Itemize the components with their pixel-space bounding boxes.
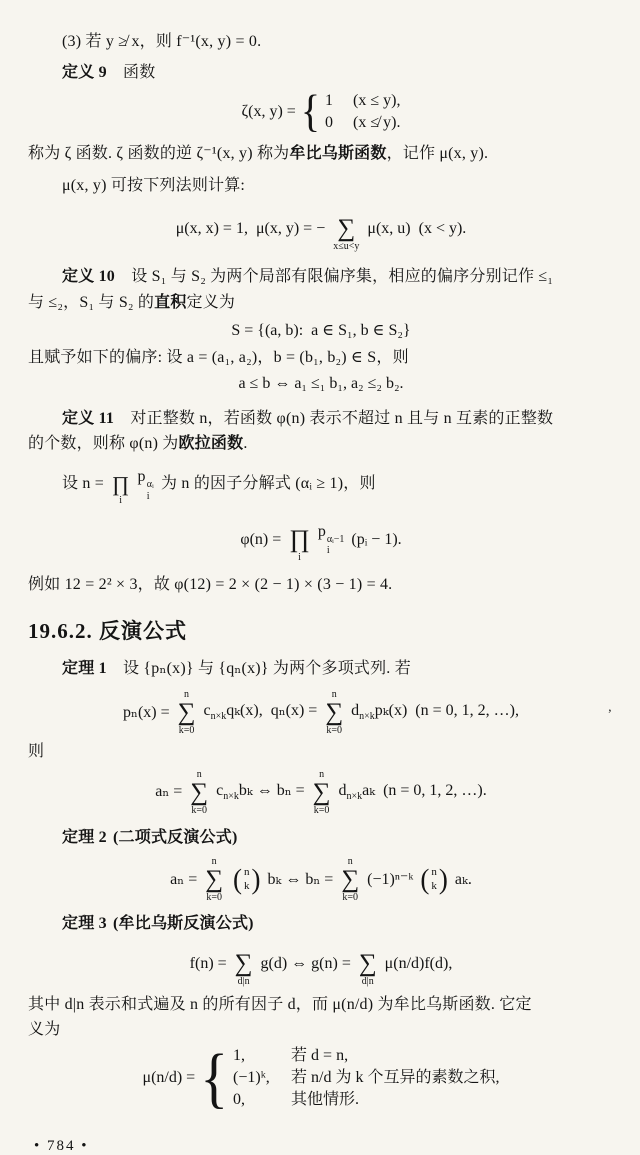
pi-product-icon: ∏ <box>112 471 130 496</box>
mu-cases-lhs: μ(n/d) = <box>142 1069 196 1087</box>
mu-case-2-value: (−1)ᵏ, <box>233 1069 270 1087</box>
mobius-function-term: 牟比乌斯函数 <box>289 145 387 163</box>
product-operator <box>112 463 130 506</box>
sum-operator <box>341 856 359 903</box>
binomial-coefficient <box>233 863 261 895</box>
sum-lower-limit: x≤u<y <box>333 241 360 253</box>
section-number: 19.6.2. <box>28 619 93 644</box>
mu-case-2-condition: 若 n/d 为 k 个互异的素数之积, <box>291 1069 500 1087</box>
t3-lhs: f(n) = <box>189 954 227 972</box>
right-paren: ) <box>251 863 261 895</box>
theorem-2-subtitle: (二项式反演公式) <box>113 828 238 846</box>
t2-mid: bₖ ⇔ bₙ = <box>267 871 334 888</box>
zeta-case-2-condition: (x ≰ y). <box>353 113 401 131</box>
factorization-line <box>28 463 614 506</box>
scan-artifact-mark: ’ <box>607 706 612 721</box>
theorem-1-line <box>28 658 614 680</box>
definition-10-text-2-pre: 与 ≤₂，S₁ 与 S₂ 的 <box>28 293 155 311</box>
formula-partial-order <box>28 374 614 393</box>
definition-11-line-2 <box>28 433 614 455</box>
definition-10-text-1: 设 S₁ 与 S₂ 为两个局部有限偏序集，相应的偏序分别记作 ≤₁ <box>131 268 554 286</box>
sum-lower-limit: k=0 <box>326 724 343 736</box>
section-title: 反演公式 <box>99 619 187 644</box>
theorem-3-explanation-line-2 <box>28 1019 614 1041</box>
formula-euler-phi <box>28 516 614 563</box>
factorization-supsub <box>147 479 154 502</box>
right-paren: ) <box>438 863 448 895</box>
mu-case-3-condition: 其他情形. <box>291 1091 360 1109</box>
sum-upper-limit: n <box>331 688 337 700</box>
zeta-case-1 <box>325 91 400 110</box>
factorization-pre: 设 n = <box>62 475 105 493</box>
mu-case-rows <box>233 1046 499 1110</box>
sum-operator <box>178 689 196 736</box>
left-paren: ( <box>233 863 243 895</box>
sigma-icon: ∑ <box>337 215 356 243</box>
definition-10-text-2-post: 定义为 <box>186 293 236 311</box>
phi-sup: αᵢ−1 <box>326 533 345 545</box>
phi-post: (pᵢ − 1). <box>351 530 402 548</box>
zeta-description-line <box>28 143 614 165</box>
formula-binomial-inversion <box>28 856 614 903</box>
definition-9-line <box>28 62 614 84</box>
mu-cases <box>200 1039 500 1115</box>
t1f1-term1-sub: n×k <box>210 711 227 723</box>
definition-11-text-2-pre: 的个数，则称 φ(n) 为 <box>28 435 179 453</box>
sum-operator <box>235 940 253 987</box>
zeta-case-1-condition: (x ≤ y), <box>353 91 401 109</box>
sum-upper-limit: n <box>184 688 190 700</box>
zeta-case-rows <box>325 91 400 132</box>
zeta-case-1-value: 1 <box>325 91 334 109</box>
sum-operator <box>190 769 208 816</box>
sigma-icon: ∑ <box>312 778 331 806</box>
t1f2-term1: $c_{n\times k}b_k$ ⇔ bₙ = <box>216 781 305 803</box>
order-formula-text: a ≤ b ⇔ a₁ ≤₁ b₁, a₂ ≤₂ b₂. <box>238 375 404 393</box>
page-number-text: • 784 • <box>34 1138 89 1155</box>
definition-11-label: 定义 11 <box>62 409 115 427</box>
page-number <box>28 1138 614 1155</box>
definition-10-label: 定义 10 <box>62 268 116 286</box>
set-formula-text: S = {(a, b): a ∈ S₁, b ∈ S₂} <box>231 321 411 339</box>
formula-direct-product-set <box>28 321 614 340</box>
phi-sub: i <box>326 545 330 557</box>
item-3-line <box>28 31 614 53</box>
zeta-desc-post: ，记作 μ(x, y). <box>386 145 489 163</box>
sum-upper-limit: n <box>211 856 217 868</box>
sigma-icon: ∑ <box>325 698 344 726</box>
left-brace: { <box>200 1039 229 1115</box>
mu-rule-pre: μ(x, x) = 1, μ(x, y) = − <box>175 220 326 238</box>
theorem-1-intro: 设 {pₙ(x)} 与 {qₙ(x)} 为两个多项式列. 若 <box>123 660 411 678</box>
sum-lower-limit: d|n <box>237 975 250 987</box>
phi-term: p αᵢ−1 i <box>317 522 345 557</box>
phi-lhs: φ(n) = <box>240 530 282 548</box>
sigma-icon: ∑ <box>234 949 253 977</box>
sigma-icon: ∑ <box>205 866 224 894</box>
formula-mobius-inversion <box>28 940 614 987</box>
sigma-icon: ∑ <box>341 866 360 894</box>
then-line <box>28 741 614 763</box>
t1f1-term1: $c_{n\times k}q_k(x)$, qₙ(x) = <box>203 702 318 723</box>
mu-rule-intro-line <box>28 175 614 197</box>
mu-rule-intro-text: μ(x, y) 可按下列法则计算: <box>62 176 246 194</box>
sum-lower-limit: k=0 <box>313 804 330 816</box>
phi-supsub <box>327 534 345 557</box>
definition-10-line-2 <box>28 292 614 314</box>
theorem-2-line <box>28 827 614 849</box>
sum-upper-limit: n <box>319 768 325 780</box>
binom-bottom: k <box>244 879 250 892</box>
definition-11-text-1: 对正整数 n，若函数 φ(n) 表示不超过 n 且与 n 互素的正整数 <box>130 409 554 427</box>
zeta-lhs: ζ(x, y) = <box>241 102 296 120</box>
pi-product-icon: ∏ <box>289 525 310 553</box>
definition-11-text-2-post: . <box>243 435 248 453</box>
factorization-sup: αᵢ <box>146 479 155 491</box>
t3-mid: g(d) ⇔ g(n) = <box>260 954 351 972</box>
order-intro-line <box>28 347 614 369</box>
sum-upper-limit: n <box>347 856 353 868</box>
sum-operator <box>205 856 223 903</box>
sum-lower-limit: k=0 <box>342 892 359 904</box>
definition-9-label: 定义 9 <box>62 63 107 81</box>
zeta-case-2-value: 0 <box>325 113 334 131</box>
t1f2-lhs: aₙ = <box>155 783 183 801</box>
sum-lower-limit: k=0 <box>206 892 222 904</box>
binom-bottom: k <box>431 879 437 892</box>
factorization-post: 为 n 的因子分解式 (αᵢ ≥ 1)，则 <box>161 475 376 493</box>
sum-upper-limit: n <box>196 768 202 780</box>
left-paren: ( <box>420 863 430 895</box>
direct-product-term: 直积 <box>154 293 187 311</box>
sum-operator <box>313 769 331 816</box>
sum-operator <box>359 940 377 987</box>
sum-operator <box>325 689 343 736</box>
mu-case-2 <box>233 1068 499 1087</box>
mu-case-3-value: 0, <box>233 1091 246 1109</box>
formula-theorem-1-conclusion <box>28 769 614 816</box>
section-heading <box>28 615 614 645</box>
t1f1-term2-sub: n×k <box>359 711 375 723</box>
mu-case-1-condition: 若 d = n, <box>291 1046 349 1064</box>
zeta-desc-pre: 称为 ζ 函数. ζ 函数的逆 ζ⁻¹(x, y) 称为 <box>28 145 290 163</box>
t1f1-term2: $d_{n\times k}p_k(x) (n = 0$, 1, 2, …), <box>351 702 519 723</box>
factorization-base: p αᵢ i <box>137 468 155 502</box>
t1f2-term1-sub: n×k <box>223 791 239 803</box>
t3-expl-2: 义为 <box>28 1021 61 1039</box>
t2-lhs: aₙ = <box>170 871 198 888</box>
t2-sign-factor: (−1)ⁿ⁻ᵏ <box>367 871 414 888</box>
formula-zeta-definition <box>28 84 614 137</box>
definition-11-line-1 <box>28 408 614 430</box>
binomial-coefficient <box>420 863 448 895</box>
example-text: 例如 12 = 2² × 3，故 φ(12) = 2 × (2 − 1) × (3 − 1) = 4. <box>28 575 393 593</box>
theorem-3-line <box>28 913 614 935</box>
sigma-icon: ∑ <box>358 949 377 977</box>
sum-lower-limit: d|n <box>361 975 374 987</box>
product-lower-limit: i <box>298 551 301 563</box>
then-text: 则 <box>28 742 45 760</box>
item-3-text: (3) 若 y ≱ x，则 f⁻¹(x, y) = 0. <box>62 33 262 50</box>
product-lower-limit: i <box>119 494 123 506</box>
order-intro-text: 且赋予如下的偏序: 设 a = (a₁, a₂)，b = (b₁, b₂) ∈ S，则 <box>28 348 409 366</box>
sigma-icon: ∑ <box>190 778 209 806</box>
definition-10-line-1 <box>28 266 614 288</box>
t2-post: aₖ. <box>454 871 472 888</box>
binom-top: n <box>244 866 250 879</box>
theorem-3-label: 定理 3 <box>62 915 107 933</box>
mu-case-1-value: 1, <box>233 1046 246 1064</box>
formula-theorem-1-hypothesis <box>28 689 614 736</box>
factorization-sub: i <box>146 490 150 502</box>
zeta-case-2 <box>325 113 400 132</box>
theorem-2-label: 定理 2 <box>62 828 107 846</box>
theorem-3-subtitle: (牟比乌斯反演公式) <box>113 915 254 933</box>
mu-case-1 <box>233 1046 499 1065</box>
example-line <box>28 574 614 596</box>
formula-mu-recurrence <box>28 205 614 252</box>
definition-9-text: 函数 <box>123 63 156 81</box>
t3-post: μ(n/d)f(d), <box>384 954 453 972</box>
t1f2-term2-sub: n×k <box>346 791 363 803</box>
t1f2-term2: $d_{n\times k}a_k$ (n = 0, 1, 2, …). <box>338 781 487 803</box>
t1f1-lhs: pₙ(x) = <box>123 703 170 721</box>
sum-lower-limit: k=0 <box>178 724 195 736</box>
t3-expl-1: 其中 d|n 表示和式遍及 n 的所有因子 d，而 μ(n/d) 为牟比乌斯函数. 它定 <box>28 995 532 1013</box>
sigma-icon: ∑ <box>177 698 196 726</box>
mu-rule-post: μ(x, u) (x < y). <box>367 220 467 238</box>
product-operator <box>289 516 310 563</box>
formula-mobius-function-cases <box>28 1039 614 1115</box>
zeta-cases <box>300 84 401 137</box>
theorem-3-explanation-line-1 <box>28 994 614 1016</box>
euler-function-term: 欧拉函数 <box>178 435 244 453</box>
sum-operator <box>333 205 359 252</box>
sum-lower-limit: k=0 <box>191 804 208 816</box>
left-brace: { <box>300 84 321 137</box>
theorem-1-label: 定理 1 <box>62 660 107 678</box>
binom-top: n <box>431 866 437 879</box>
mu-case-3 <box>233 1090 499 1109</box>
